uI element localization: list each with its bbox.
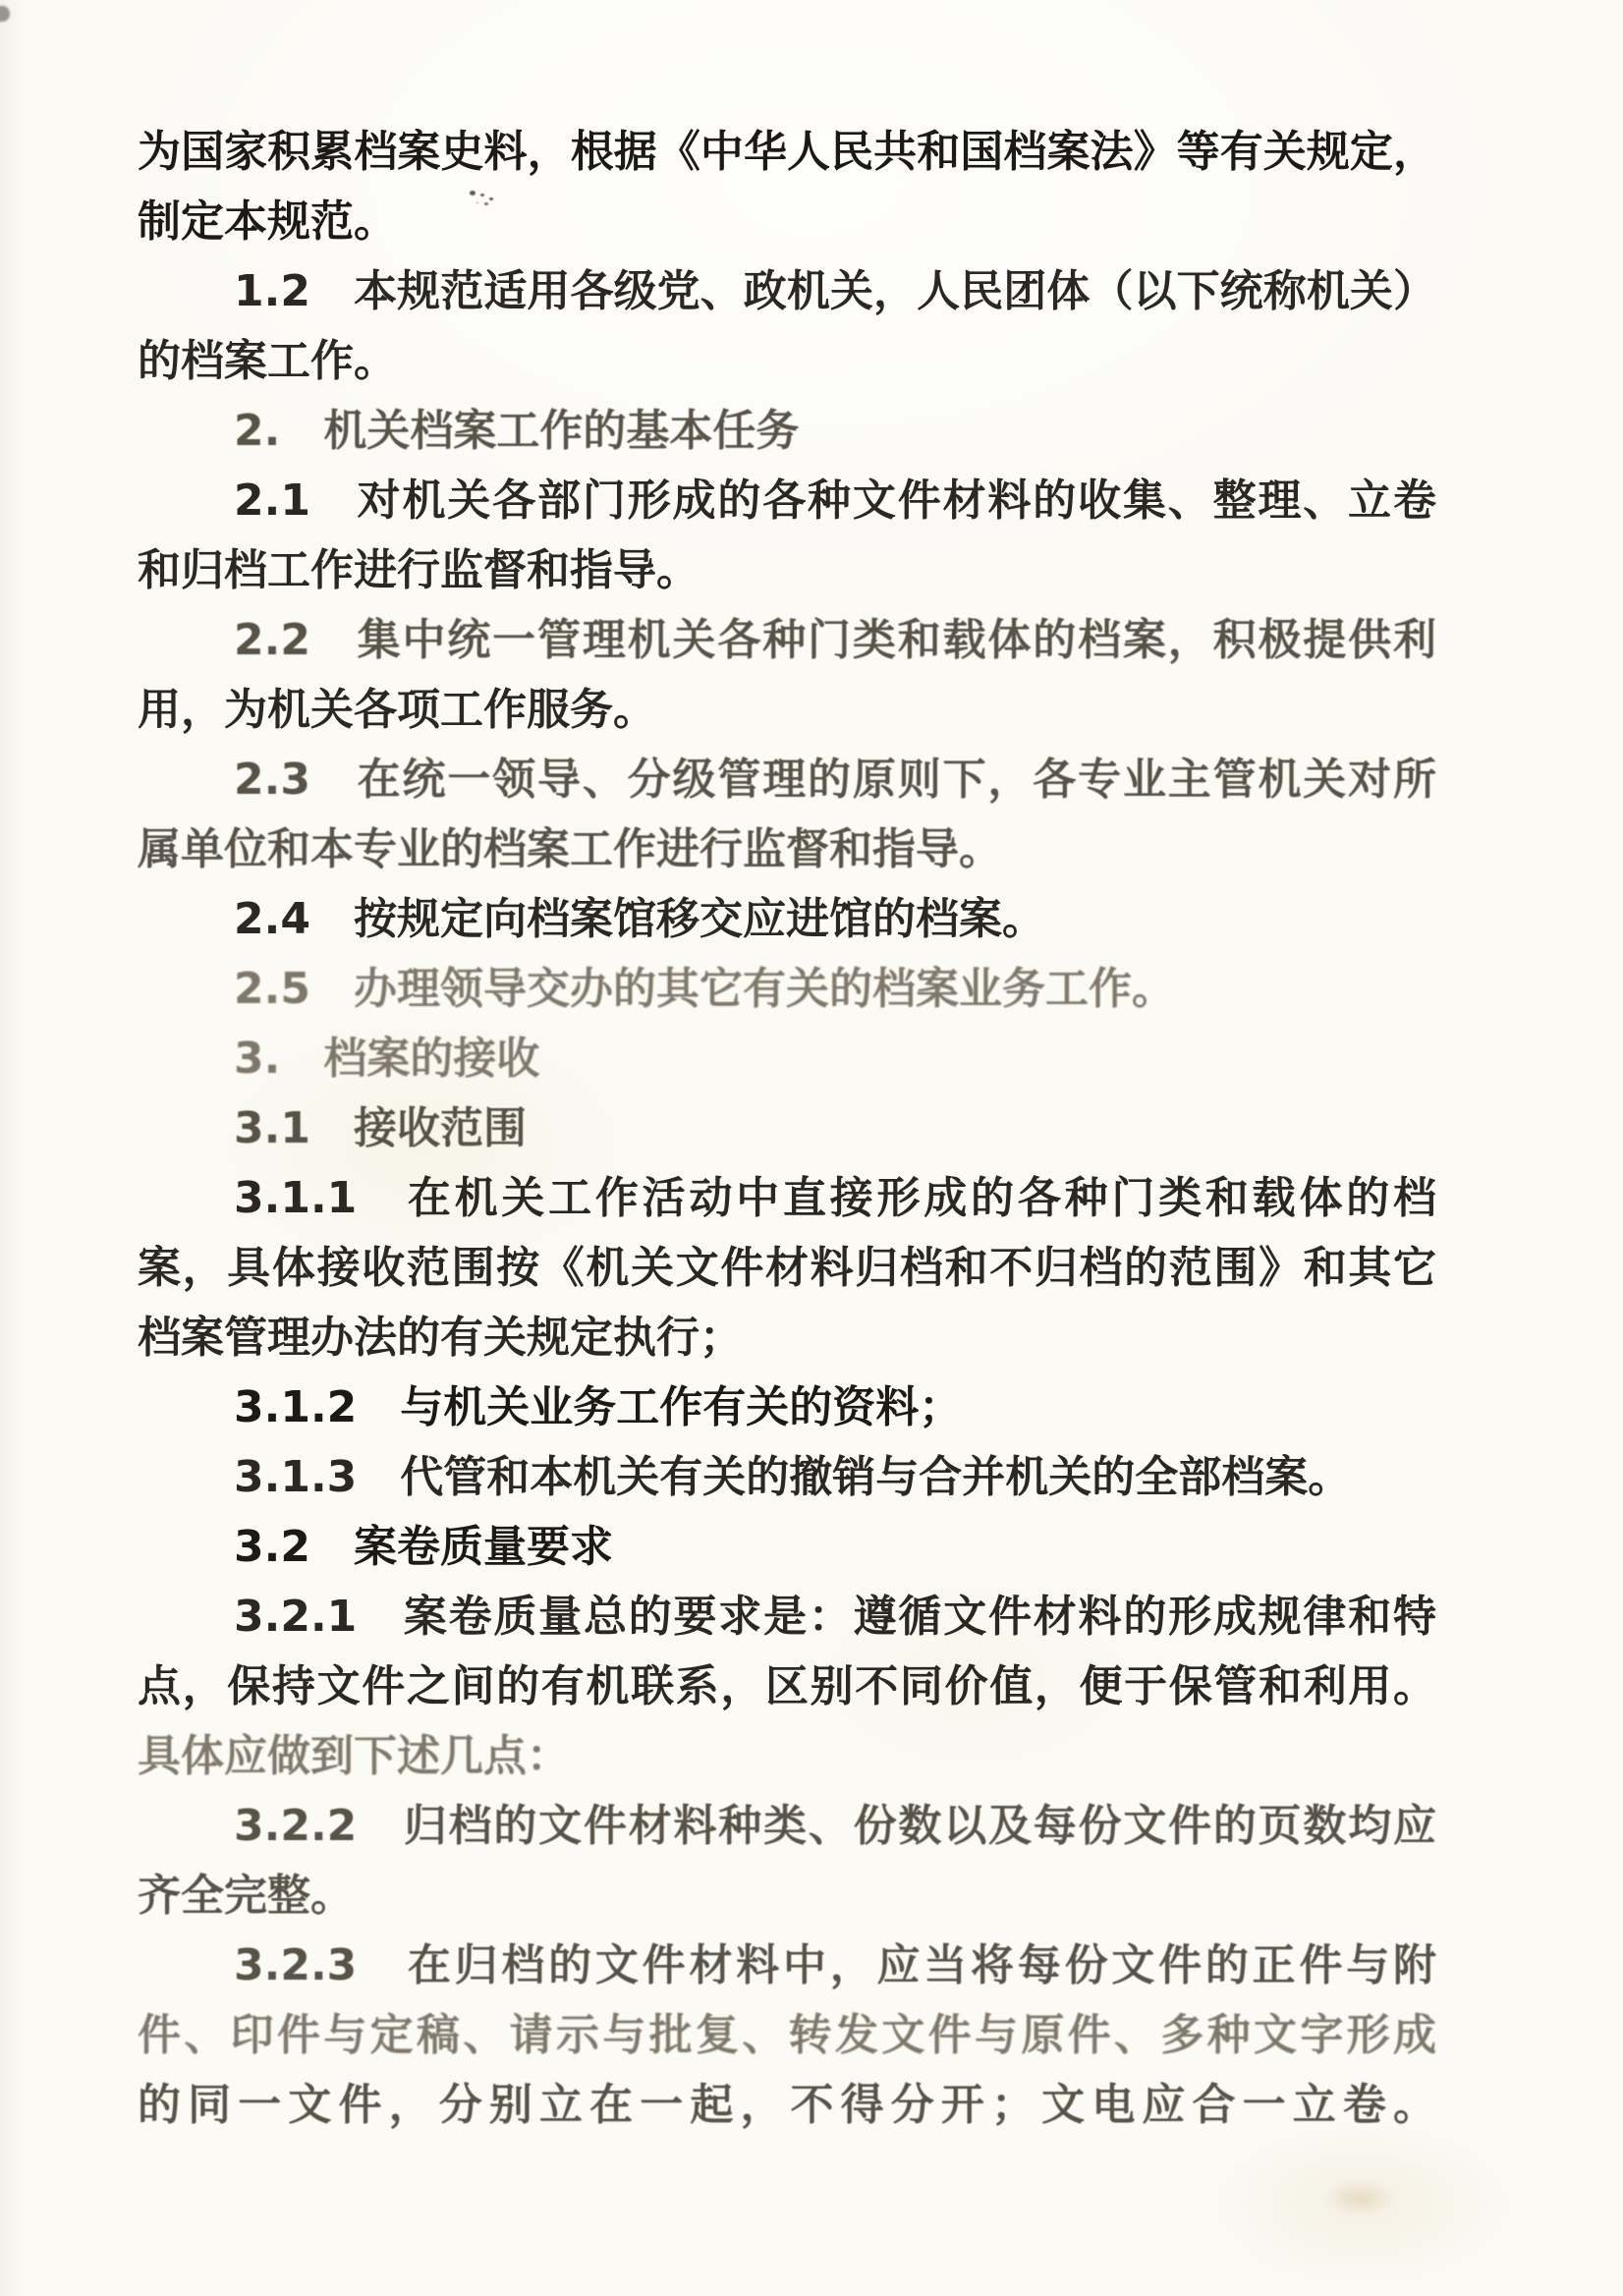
text-line: 案，具体接收范围按《机关文件材料归档和不归档的范围》和其它	[138, 1243, 1436, 1293]
paragraph-3.1.1	[138, 1163, 1436, 1372]
text-line: 件、印件与定稿、请示与批复、转发文件与原件、多种文字形成	[138, 2010, 1436, 2060]
text-line: 2.4 按规定向档案馆移交应进馆的档案。	[234, 894, 1045, 944]
paragraph-3.	[138, 1024, 1436, 1093]
text-line: 点，保持文件之间的有机联系，区别不同价值，便于保管和利用。	[138, 1661, 1436, 1711]
paragraph-3.2.3	[138, 1931, 1436, 2140]
paragraph-2.4	[138, 884, 1436, 954]
text-line: 2. 机关档案工作的基本任务	[234, 406, 800, 456]
paragraph-3.1.2	[138, 1372, 1436, 1442]
text-line: 2.3 在统一领导、分级管理的原则下，各专业主管机关对所	[234, 755, 1436, 805]
text-line: 3.2.2 归档的文件材料种类、份数以及每份文件的页数均应	[234, 1801, 1436, 1851]
text-line: 为国家积累档案史料，根据《中华人民共和国档案法》等有关规定，	[138, 127, 1436, 177]
text-line: 的档案工作。	[138, 336, 397, 386]
text-line: 制定本规范。	[138, 196, 397, 247]
text-line: 档案管理办法的有关规定执行；	[138, 1313, 743, 1363]
text-line: 2.5 办理领导交办的其它有关的档案业务工作。	[234, 964, 1175, 1014]
text-line: 属单位和本专业的档案工作进行监督和指导。	[138, 824, 1002, 874]
paragraph-3.1	[138, 1093, 1436, 1163]
text-line: 1.2 本规范适用各级党、政机关，人民团体（以下统称机关）	[234, 266, 1436, 316]
paragraph-2.5	[138, 954, 1436, 1024]
text-line: 具体应做到下述几点：	[138, 1731, 570, 1781]
text-line: 3. 档案的接收	[234, 1034, 540, 1084]
text-line: 2.1 对机关各部门形成的各种文件材料的收集、整理、立卷	[234, 476, 1436, 526]
paragraph-3.2	[138, 1512, 1436, 1582]
paragraph-3.2.2	[138, 1791, 1436, 1931]
paragraph-1.2	[138, 256, 1436, 396]
faded-page-number-smudge	[1315, 2175, 1405, 2220]
paragraph-3.2.1	[138, 1582, 1436, 1791]
paragraph-2.	[138, 396, 1436, 466]
paragraph-3.1.3	[138, 1442, 1436, 1512]
text-line: 3.2.1 案卷质量总的要求是：遵循文件材料的形成规律和特	[234, 1592, 1436, 1642]
paragraph-2.1	[138, 466, 1436, 605]
text-line: 3.2.3 在归档的文件材料中，应当将每份文件的正件与附	[234, 1940, 1436, 1990]
text-line: 3.2 案卷质量要求	[234, 1522, 613, 1572]
paragraph	[138, 117, 1436, 256]
text-line: 3.1.3 代管和本机关有关的撤销与合并机关的全部档案。	[234, 1452, 1352, 1502]
text-line: 和归档工作进行监督和指导。	[138, 545, 700, 595]
text-line: 3.1.1 在机关工作活动中直接形成的各种门类和载体的档	[234, 1173, 1436, 1223]
text-line: 齐全完整。	[138, 1871, 354, 1921]
document-text	[138, 117, 1436, 2140]
text-line: 的同一文件，分别立在一起，不得分开；文电应合一立卷。	[138, 2080, 1436, 2130]
text-line: 3.1 接收范围	[234, 1103, 527, 1153]
text-line: 3.1.2 与机关业务工作有关的资料；	[234, 1382, 963, 1432]
paragraph-2.3	[138, 745, 1436, 884]
text-line: 2.2 集中统一管理机关各种门类和载体的档案，积极提供利	[234, 615, 1436, 665]
text-line: 用，为机关各项工作服务。	[138, 685, 656, 735]
scan-edge-shading	[0, 0, 26, 2296]
paragraph-2.2	[138, 605, 1436, 745]
